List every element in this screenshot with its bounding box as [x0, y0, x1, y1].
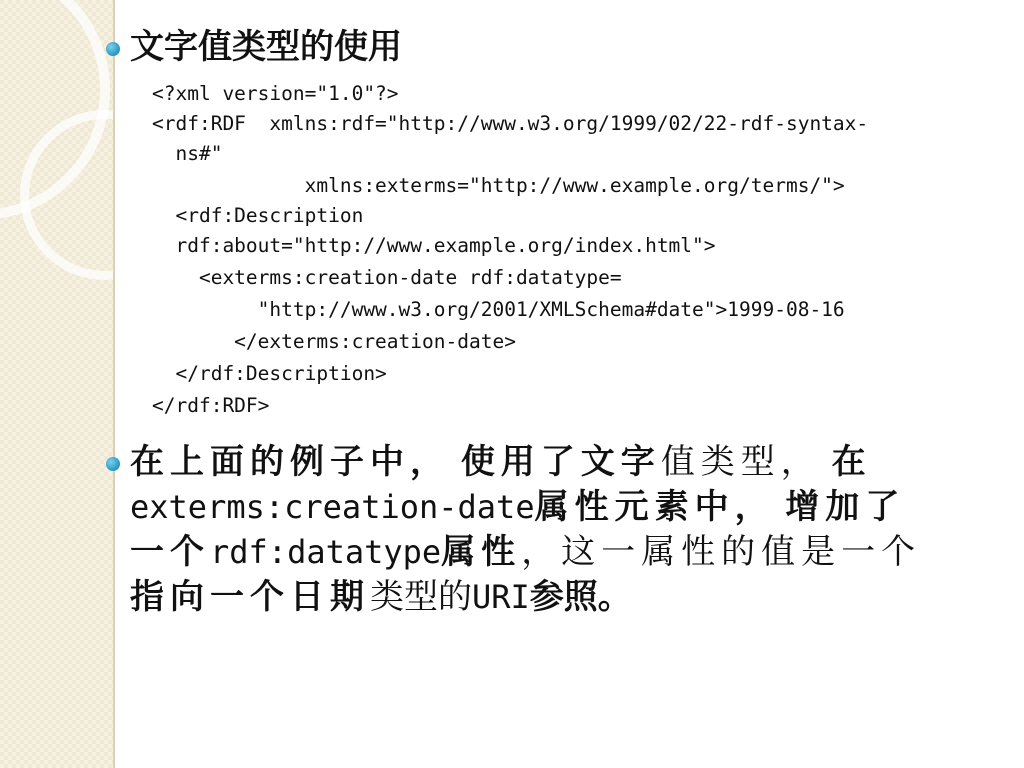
explanation-paragraph — [130, 440, 940, 620]
text-run: 使用了文字 — [460, 442, 661, 482]
code-line: </rdf:Description> — [152, 362, 387, 385]
code-line: rdf:about="http://www.example.org/index.html"> — [152, 234, 716, 257]
text-run: 增加了一个 — [130, 487, 906, 572]
text-run: 值类型， — [660, 442, 821, 482]
text-run: 在 — [831, 442, 872, 482]
bullet-icon — [106, 42, 120, 56]
section-heading: 文字值类型的使用 — [130, 27, 402, 67]
code-line: <?xml version="1.0"?> — [152, 82, 399, 105]
code-line: </rdf:RDF> — [152, 394, 270, 417]
text-run: ，这一属性的值是一个 — [521, 532, 922, 572]
code-line: <rdf:RDF xmlns:rdf="http://www.w3.org/1999/02/22-rdf-syntax- — [152, 112, 869, 135]
text-run: 类型的 — [370, 577, 472, 617]
code-term: exterms:creation-date — [130, 488, 535, 526]
bullet-icon — [106, 457, 120, 471]
code-term: rdf:datatype — [210, 533, 442, 571]
code-line: <exterms:creation-date rdf:datatype= — [152, 266, 622, 289]
text-run: 在上面的例子中， — [130, 442, 450, 482]
code-line: ns#" — [152, 142, 223, 165]
rdf-code-block — [152, 78, 868, 422]
decorative-sidebar — [0, 0, 115, 768]
code-line: "http://www.w3.org/2001/XMLSchema#date">1999-08-16 — [152, 298, 845, 321]
code-line: xmlns:exterms="http://www.example.org/terms/"> — [152, 174, 845, 197]
text-run: 指向一个日期 — [130, 577, 370, 617]
text-run: 属性 — [441, 532, 522, 572]
text-run: 属性元素中， — [534, 487, 775, 527]
text-run: 参照。 — [529, 577, 632, 617]
code-line: </exterms:creation-date> — [152, 330, 516, 353]
code-term: URI — [472, 578, 530, 616]
code-line: <rdf:Description — [152, 204, 364, 227]
